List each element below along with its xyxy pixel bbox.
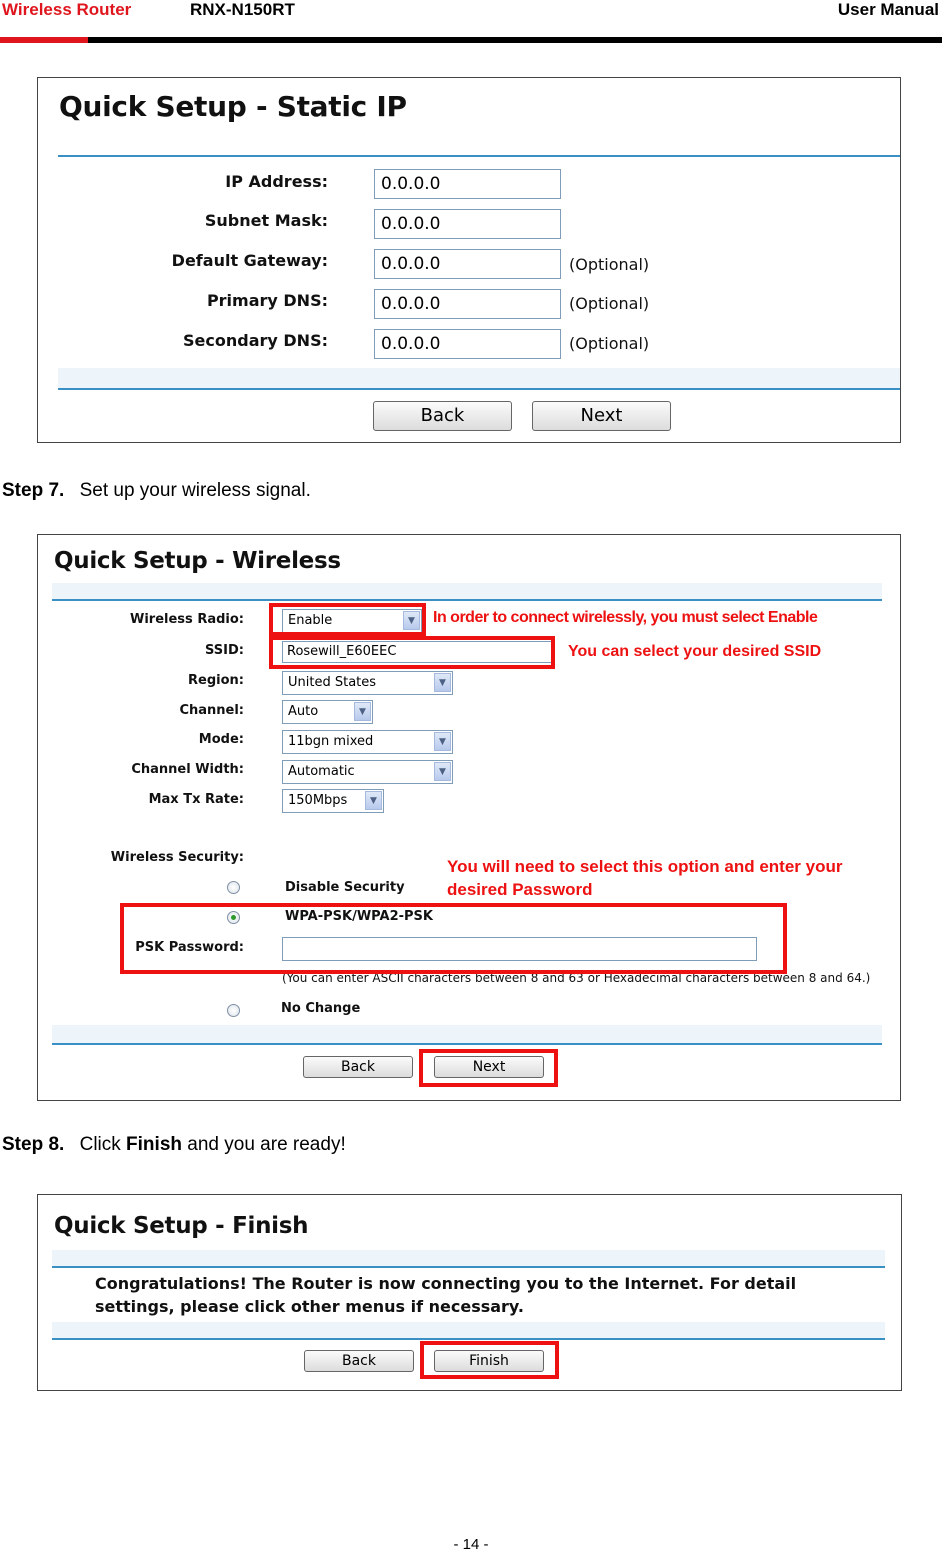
ssid-input[interactable]: Rosewill_E60EEC [282, 641, 552, 663]
divider-band [52, 1322, 885, 1338]
channel-width-label: Channel Width: [131, 762, 244, 777]
static-ip-panel [37, 77, 901, 443]
default-gateway-label: Default Gateway: [171, 251, 328, 270]
finish-panel [37, 1194, 902, 1391]
psk-hint: (You can enter ASCII characters between 8 and 63 or Hexadecimal characters between 8 and 64.) [282, 971, 871, 985]
subnet-mask-label: Subnet Mask: [204, 211, 328, 230]
step-7-label: Step 7. [2, 480, 65, 501]
back-button[interactable]: Back [303, 1056, 413, 1078]
channel-label: Channel: [179, 703, 244, 718]
divider-band [58, 368, 900, 388]
channel-value: Auto [288, 704, 319, 719]
max-tx-rate-select[interactable] [282, 789, 384, 813]
primary-dns-input[interactable]: 0.0.0.0 [374, 289, 561, 319]
finish-title: Quick Setup - Finish [54, 1213, 309, 1239]
mode-select[interactable] [282, 730, 453, 754]
divider-band [52, 1025, 882, 1043]
page-number: - 14 - [453, 1536, 489, 1553]
no-change-label: No Change [281, 1001, 361, 1016]
highlight-wpa-psk [120, 903, 787, 974]
region-value: United States [288, 675, 377, 690]
finish-button[interactable]: Finish [434, 1350, 544, 1372]
max-tx-rate-label: Max Tx Rate: [148, 792, 244, 807]
region-label: Region: [188, 673, 244, 688]
wireless-radio-label: Wireless Radio: [130, 612, 244, 627]
secondary-dns-label: Secondary DNS: [183, 331, 328, 350]
divider-band [52, 583, 882, 599]
header-model: RNX-N150RT [190, 0, 295, 19]
back-button[interactable]: Back [373, 401, 512, 431]
disable-security-label: Disable Security [285, 880, 405, 895]
step-7-text: Set up your wireless signal. [79, 480, 311, 501]
annotation-enable: In order to connect wirelessly, you must select Enable [433, 609, 818, 626]
chevron-down-icon: ▼ [365, 791, 382, 810]
mode-label: Mode: [198, 732, 244, 747]
channel-width-value: Automatic [288, 764, 355, 779]
secondary-dns-note: (Optional) [569, 334, 650, 353]
default-gateway-input[interactable]: 0.0.0.0 [374, 249, 561, 279]
channel-select[interactable] [282, 700, 373, 724]
divider [58, 155, 900, 157]
wireless-panel [37, 534, 901, 1101]
default-gateway-note: (Optional) [569, 255, 650, 274]
wireless-title: Quick Setup - Wireless [54, 548, 341, 574]
divider-band [52, 1250, 885, 1266]
wireless-radio-value: Enable [288, 613, 333, 628]
channel-width-select[interactable] [282, 760, 453, 784]
psk-password-label: PSK Password: [135, 940, 244, 955]
header-bar-accent [0, 37, 88, 43]
static-ip-title: Quick Setup - Static IP [59, 90, 407, 123]
step-8-text-pre: Click [79, 1134, 127, 1155]
next-button[interactable]: Next [434, 1056, 544, 1078]
divider [52, 1266, 885, 1268]
chevron-down-icon: ▼ [434, 762, 451, 781]
header-bar [88, 37, 942, 43]
mode-value: 11bgn mixed [288, 734, 374, 749]
chevron-down-icon: ▼ [434, 732, 451, 751]
chevron-down-icon: ▼ [403, 611, 420, 630]
ip-address-input[interactable]: 0.0.0.0 [374, 169, 561, 199]
divider [58, 388, 900, 390]
primary-dns-label: Primary DNS: [206, 291, 328, 310]
wpa-psk-label: WPA-PSK/WPA2-PSK [285, 909, 433, 924]
highlight-ssid [269, 636, 555, 669]
divider [52, 1043, 882, 1045]
highlight-wireless-radio [269, 603, 426, 636]
secondary-dns-input[interactable]: 0.0.0.0 [374, 329, 561, 359]
step-8-label: Step 8. [2, 1134, 65, 1155]
max-tx-rate-value: 150Mbps [288, 793, 348, 808]
step-8-text-bold: Finish [126, 1134, 182, 1155]
header-manual: User Manual [837, 0, 939, 19]
step-7 [2, 480, 311, 502]
subnet-mask-input[interactable]: 0.0.0.0 [374, 209, 561, 239]
finish-message: Congratulations! The Router is now connecting you to the Internet. For detail settings, please click other menus if necessary. [95, 1274, 797, 1316]
region-select[interactable] [282, 671, 453, 695]
ssid-label: SSID: [205, 643, 244, 658]
back-button[interactable]: Back [304, 1350, 414, 1372]
step-8-text-post: and you are ready! [182, 1134, 346, 1155]
disable-security-radio[interactable] [227, 881, 240, 894]
chevron-down-icon: ▼ [434, 673, 451, 692]
chevron-down-icon: ▼ [354, 702, 371, 721]
annotation-ssid: You can select your desired SSID [568, 643, 822, 660]
no-change-radio[interactable] [227, 1004, 240, 1017]
header-brand: Wireless Router [2, 0, 132, 19]
step-8 [2, 1134, 346, 1156]
ip-address-label: IP Address: [225, 172, 328, 191]
primary-dns-note: (Optional) [569, 294, 650, 313]
highlight-finish [420, 1341, 559, 1379]
wireless-security-label: Wireless Security: [110, 850, 244, 865]
divider [52, 599, 882, 601]
divider [52, 1338, 885, 1340]
next-button[interactable]: Next [532, 401, 671, 431]
annotation-password: You will need to select this option and enter your desired Password [447, 857, 843, 899]
highlight-next [419, 1049, 558, 1087]
